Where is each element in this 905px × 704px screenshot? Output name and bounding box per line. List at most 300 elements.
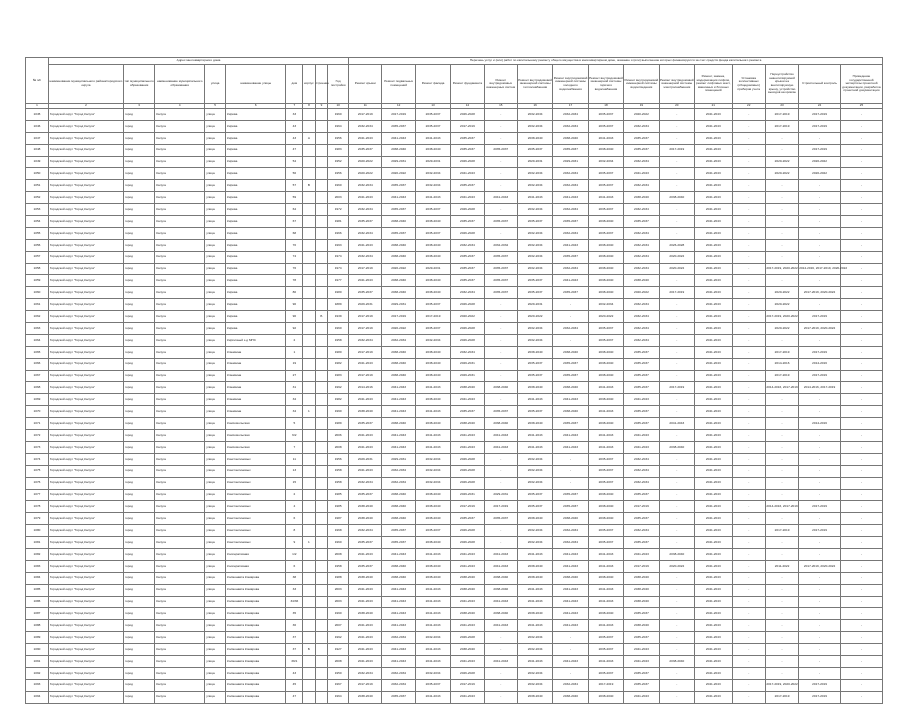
work-period-cell: - <box>553 667 588 679</box>
work-period-cell: - <box>732 453 765 465</box>
table-row <box>26 275 883 287</box>
work-period-cell: - <box>840 334 882 346</box>
work-period-cell: - <box>659 370 694 382</box>
table-row <box>26 239 883 251</box>
work-period-cell: 2041-2043 <box>553 560 588 572</box>
work-period-cell: 2032-2034 <box>624 263 659 275</box>
work-period-cell: 2041-2043 <box>451 192 484 204</box>
work-period-cell: 2038-2040 <box>588 216 623 228</box>
work-period-cell: 2032-2034 <box>624 299 659 311</box>
work-period-cell: 2020-2022 <box>659 251 694 263</box>
korpus-cell <box>303 275 316 287</box>
district-cell: Городской округ "Город Калуга" <box>48 180 123 192</box>
row-number: 1086 <box>26 596 49 608</box>
work-period-cell: 2032-2034 <box>517 334 552 346</box>
stroenie-cell <box>315 299 328 311</box>
work-period-cell: - <box>659 204 694 216</box>
work-period-cell: 2038-2040 <box>382 239 415 251</box>
street-type-cell: улица <box>205 608 226 620</box>
work-period-cell: - <box>659 584 694 596</box>
work-period-cell: 2041-2043 <box>695 370 733 382</box>
stroenie-cell <box>315 465 328 477</box>
work-period-cell: 2020-2022 <box>765 156 798 168</box>
korpus-cell <box>303 679 316 691</box>
work-period-cell: 2032-2034 <box>349 227 382 239</box>
work-period-cell: - <box>765 632 798 644</box>
column-number: 4 <box>155 104 205 109</box>
work-period-cell: 2041-2043 <box>382 441 415 453</box>
work-period-cell: 2032-2034 <box>415 632 450 644</box>
col-house-header: дом <box>286 65 303 104</box>
work-period-cell: - <box>659 644 694 656</box>
row-number: 1078 <box>26 501 49 513</box>
col-mo-type-header: тип муниципального образования <box>123 65 154 104</box>
work-period-cell: 2035-2037 <box>624 667 659 679</box>
column-number: 7 <box>286 104 303 109</box>
work-period-cell: - <box>840 537 882 549</box>
stroenie-cell <box>315 287 328 299</box>
work-period-cell: - <box>732 537 765 549</box>
row-number: 1060 <box>26 287 49 299</box>
year-cell: 1992 <box>328 632 349 644</box>
work-period-cell: 2020-2022 <box>765 323 798 335</box>
work-period-cell: 2041-2043 <box>382 430 415 442</box>
table-row <box>26 180 883 192</box>
work-period-cell: - <box>840 477 882 489</box>
work-period-cell: - <box>840 596 882 608</box>
work-period-cell: - <box>732 311 765 323</box>
work-period-cell: 2032-2034 <box>553 537 588 549</box>
work-period-cell: 2017-2019 <box>415 311 450 323</box>
work-period-cell: 2038-2040 <box>415 501 450 513</box>
stroenie-cell <box>315 477 328 489</box>
mo-type-cell: город <box>123 311 154 323</box>
work-period-cell: 2032-2034 <box>517 168 552 180</box>
work-period-cell: - <box>799 537 841 549</box>
korpus-cell <box>303 501 316 513</box>
work-period-cell: - <box>765 430 798 442</box>
work-period-cell: 2032-2034 <box>349 477 382 489</box>
work-period-cell: 2041-2043 <box>484 548 517 560</box>
work-period-cell: 2029-2031 <box>451 370 484 382</box>
work-period-cell: - <box>765 216 798 228</box>
work-period-cell: 2041-2043 <box>695 477 733 489</box>
column-number: 8 <box>303 104 316 109</box>
mo-name-cell: Калуга <box>155 323 205 335</box>
district-cell: Городской округ "Город Калуга" <box>48 144 123 156</box>
work-period-cell: 2038-2040 <box>415 346 450 358</box>
work-period-cell: - <box>732 489 765 501</box>
work-period-cell: - <box>799 584 841 596</box>
district-cell: Городской округ "Город Калуга" <box>48 620 123 632</box>
work-period-cell: 2038-2040 <box>415 275 450 287</box>
mo-type-cell: город <box>123 394 154 406</box>
house-cell: 19 <box>286 358 303 370</box>
work-period-cell: 2038-2040 <box>553 513 588 525</box>
stroenie-cell <box>315 513 328 525</box>
street-type-cell: улица <box>205 477 226 489</box>
mo-name-cell: Калуга <box>155 537 205 549</box>
table-row <box>26 548 883 560</box>
house-cell: 35 <box>286 608 303 620</box>
work-period-cell: 2038-2040 <box>553 382 588 394</box>
work-period-cell: - <box>799 667 841 679</box>
korpus-cell <box>303 620 316 632</box>
work-period-cell: - <box>765 406 798 418</box>
year-cell: 1977 <box>328 275 349 287</box>
work-period-cell: 2032-2034 <box>517 477 552 489</box>
work-period-cell: - <box>732 204 765 216</box>
work-period-cell: - <box>765 418 798 430</box>
work-period-cell: 2032-2034 <box>624 120 659 132</box>
house-cell: 34 <box>286 394 303 406</box>
work-period-cell: 2032-2034 <box>415 477 450 489</box>
work-period-cell: - <box>765 584 798 596</box>
mo-type-cell: город <box>123 334 154 346</box>
work-period-cell: - <box>659 311 694 323</box>
col-foundation-header: Ремонт фундамента <box>451 65 484 104</box>
table-row <box>26 489 883 501</box>
stroenie-cell <box>315 608 328 620</box>
work-period-cell: 2038-2040 <box>588 418 623 430</box>
work-period-cell: 2035-2037 <box>624 132 659 144</box>
work-period-cell: - <box>840 132 882 144</box>
work-period-cell: 2017-2019 <box>765 691 798 703</box>
work-period-cell: 2017-2019 <box>799 525 841 537</box>
work-period-cell: 2017-2019 <box>799 144 841 156</box>
korpus-cell <box>303 548 316 560</box>
stroenie-cell <box>315 406 328 418</box>
mo-name-cell: Калуга <box>155 370 205 382</box>
work-period-cell: 2029-2031 <box>415 156 450 168</box>
work-period-cell: 2041-2043 <box>415 608 450 620</box>
work-period-cell: - <box>765 180 798 192</box>
table-row <box>26 370 883 382</box>
street-type-cell: улица <box>205 168 226 180</box>
work-period-cell: 2038-2040 <box>382 251 415 263</box>
work-period-cell: 2038-2040 <box>517 132 552 144</box>
stroenie-cell <box>315 275 328 287</box>
house-cell: 37 <box>286 632 303 644</box>
stroenie-cell <box>315 632 328 644</box>
year-cell: 1980 <box>328 346 349 358</box>
column-number: 1 <box>26 104 49 109</box>
work-period-cell: 2041-2043 <box>382 548 415 560</box>
work-period-cell: 2038-2040 <box>659 192 694 204</box>
mo-name-cell: Калуга <box>155 239 205 251</box>
work-period-cell: 2035-2037 <box>588 453 623 465</box>
work-period-cell: 2032-2034 <box>382 679 415 691</box>
year-cell: 1990 <box>328 406 349 418</box>
work-period-cell: 2035-2037 <box>517 406 552 418</box>
work-period-cell: 2038-2040 <box>517 346 552 358</box>
table-row <box>26 109 883 121</box>
work-period-cell: - <box>799 132 841 144</box>
work-period-cell: 2032-2034 <box>624 239 659 251</box>
work-period-cell: 2038-2040 <box>588 144 623 156</box>
work-period-cell: 2038-2040 <box>553 132 588 144</box>
work-period-cell: - <box>732 109 765 121</box>
street-name-cell: Константиновых <box>226 525 286 537</box>
work-period-cell: - <box>799 632 841 644</box>
work-period-cell: 2035-2037 <box>624 679 659 691</box>
street-name-cell: Кирова <box>226 109 286 121</box>
work-period-cell: 2041-2043 <box>517 441 552 453</box>
work-period-cell: 2032-2034 <box>553 263 588 275</box>
stroenie-cell <box>315 382 328 394</box>
year-cell: 1985 <box>328 501 349 513</box>
district-cell: Городской округ "Город Калуга" <box>48 632 123 644</box>
work-period-cell: 2041-2043 <box>695 120 733 132</box>
col-electric-header: Ремонт внутридомовой инженерной системы электроснабжения <box>659 65 694 104</box>
work-period-cell: 2041-2043 <box>553 596 588 608</box>
table-row <box>26 334 883 346</box>
district-cell: Городской округ "Город Калуга" <box>48 370 123 382</box>
column-number: 25 <box>840 104 882 109</box>
street-name-cell: Кирова <box>226 144 286 156</box>
work-period-cell: 2041-2043 <box>553 275 588 287</box>
house-cell: 1 <box>286 346 303 358</box>
row-number: 1065 <box>26 346 49 358</box>
district-cell: Городской округ "Город Калуга" <box>48 299 123 311</box>
work-period-cell: 2041-2043 <box>415 596 450 608</box>
row-number: 1057 <box>26 251 49 263</box>
work-period-cell: 2014-2016, 2017-2019 <box>765 382 798 394</box>
district-cell: Городской округ "Город Калуга" <box>48 418 123 430</box>
work-period-cell: 2032-2034 <box>553 323 588 335</box>
work-period-cell: 2017-2019 <box>484 501 517 513</box>
street-type-cell: улица <box>205 227 226 239</box>
work-period-cell: 2041-2043 <box>349 441 382 453</box>
year-cell: 2007 <box>328 620 349 632</box>
korpus-cell <box>303 477 316 489</box>
street-name-cell: Константиновых <box>226 489 286 501</box>
work-period-cell: 2038-2040 <box>517 382 552 394</box>
work-period-cell: - <box>484 168 517 180</box>
work-period-cell: - <box>765 394 798 406</box>
mo-name-cell: Калуга <box>155 216 205 228</box>
work-period-cell: - <box>659 394 694 406</box>
work-period-cell: 2032-2034 <box>553 227 588 239</box>
table-row <box>26 667 883 679</box>
mo-type-cell: город <box>123 144 154 156</box>
mo-name-cell: Калуга <box>155 311 205 323</box>
korpus-cell <box>303 632 316 644</box>
work-period-cell: - <box>799 216 841 228</box>
house-cell: 5 <box>286 418 303 430</box>
work-period-cell: - <box>553 465 588 477</box>
korpus-cell <box>303 370 316 382</box>
work-period-cell: 2041-2043 <box>695 430 733 442</box>
district-cell: Городской округ "Город Калуга" <box>48 263 123 275</box>
work-period-cell: 2035-2037 <box>553 489 588 501</box>
work-period-cell: 2029-2031 <box>484 489 517 501</box>
district-cell: Городской округ "Город Калуга" <box>48 548 123 560</box>
work-period-cell: - <box>732 584 765 596</box>
street-type-cell: улица <box>205 465 226 477</box>
house-cell: 45 <box>286 679 303 691</box>
work-period-cell: 2041-2043 <box>415 192 450 204</box>
row-number: 1045 <box>26 109 49 121</box>
work-period-cell: - <box>484 311 517 323</box>
work-period-cell: 2038-2040 <box>588 572 623 584</box>
work-period-cell: 2032-2034 <box>451 346 484 358</box>
work-period-cell: 2041-2043 <box>349 644 382 656</box>
work-period-cell: 2035-2037 <box>349 418 382 430</box>
work-period-cell: 2017-2019 <box>349 346 382 358</box>
work-period-cell: 2041-2043 <box>695 239 733 251</box>
street-name-cell: Космонавта Комарова <box>226 608 286 620</box>
work-period-cell: - <box>799 192 841 204</box>
work-period-cell: 2020-2022 <box>765 168 798 180</box>
work-period-cell: 2035-2037 <box>553 358 588 370</box>
work-period-cell: 2038-2040 <box>588 691 623 703</box>
korpus-cell <box>303 239 316 251</box>
work-period-cell: 2017-2019 <box>765 120 798 132</box>
street-type-cell: улица <box>205 132 226 144</box>
work-period-cell: 2026-2028 <box>451 323 484 335</box>
year-cell: 2008 <box>328 655 349 667</box>
district-cell: Городской округ "Город Калуга" <box>48 667 123 679</box>
work-period-cell: 2041-2043 <box>695 548 733 560</box>
street-type-cell: улица <box>205 418 226 430</box>
street-type-cell: улица <box>205 323 226 335</box>
col-roof-header: Ремонт крыши <box>349 65 382 104</box>
work-period-cell: 2041-2043 <box>553 620 588 632</box>
work-period-cell: 2041-2043 <box>415 620 450 632</box>
year-cell: 1956 <box>328 453 349 465</box>
work-period-cell: 2035-2037 <box>484 144 517 156</box>
house-cell: 13 <box>286 465 303 477</box>
work-period-cell: 2041-2043 <box>695 192 733 204</box>
stroenie-cell <box>315 537 328 549</box>
work-period-cell: - <box>840 323 882 335</box>
work-period-cell: - <box>659 430 694 442</box>
work-period-cell: 2041-2043 <box>484 620 517 632</box>
work-period-cell: 2041-2043 <box>349 655 382 667</box>
work-period-cell: 2035-2037 <box>349 489 382 501</box>
work-period-cell: - <box>732 323 765 335</box>
work-period-cell: 2035-2037 <box>624 418 659 430</box>
work-period-cell: 2041-2043 <box>451 560 484 572</box>
work-period-cell: - <box>732 501 765 513</box>
work-period-cell: - <box>765 334 798 346</box>
row-number: 1069 <box>26 394 49 406</box>
table-row <box>26 144 883 156</box>
work-period-cell: 2041-2043 <box>415 441 450 453</box>
column-number: 2 <box>48 104 123 109</box>
work-period-cell: 2041-2043 <box>624 644 659 656</box>
work-period-cell: 2041-2043 <box>695 691 733 703</box>
work-period-cell: 2041-2043 <box>382 644 415 656</box>
year-cell: 2008 <box>328 548 349 560</box>
year-cell: 1980 <box>328 287 349 299</box>
street-type-cell: улица <box>205 513 226 525</box>
work-period-cell: 2035-2037 <box>588 109 623 121</box>
work-period-cell: 2035-2037 <box>553 287 588 299</box>
mo-type-cell: город <box>123 525 154 537</box>
work-period-cell: 2032-2034 <box>517 109 552 121</box>
column-number: 15 <box>484 104 517 109</box>
street-type-cell: улица <box>205 334 226 346</box>
stroenie-cell <box>315 489 328 501</box>
work-period-cell: 2041-2043 <box>517 394 552 406</box>
work-period-cell: - <box>484 299 517 311</box>
work-period-cell: 2017-2019 <box>451 120 484 132</box>
work-period-cell: 2017-2019, 2020-2022 <box>765 679 798 691</box>
work-period-cell: - <box>732 477 765 489</box>
work-period-cell: 2041-2043 <box>695 453 733 465</box>
work-period-cell: - <box>484 370 517 382</box>
col-water-cold-header: Ремонт внутридомовой инженерной системы холодного водоснабжения <box>553 65 588 104</box>
work-period-cell: 2038-2040 <box>553 346 588 358</box>
work-period-cell: - <box>484 180 517 192</box>
row-number: 1051 <box>26 180 49 192</box>
street-type-cell: улица <box>205 572 226 584</box>
street-name-cell: Кирова <box>226 132 286 144</box>
mo-name-cell: Калуга <box>155 346 205 358</box>
col-stroenie-header: строение <box>315 65 328 104</box>
work-period-cell: 2017-2019 <box>349 311 382 323</box>
stroenie-cell <box>315 251 328 263</box>
work-period-cell: 2041-2043 <box>695 632 733 644</box>
district-cell: Городской округ "Город Калуга" <box>48 453 123 465</box>
district-cell: Городской округ "Город Калуга" <box>48 560 123 572</box>
work-period-cell: 2020-2022 <box>624 287 659 299</box>
table-row <box>26 394 883 406</box>
work-period-cell: 2038-2040 <box>349 608 382 620</box>
house-cell: 8 <box>286 525 303 537</box>
work-period-cell: 2035-2037 <box>415 679 450 691</box>
work-period-cell: 2038-2040 <box>588 346 623 358</box>
year-cell: 1964 <box>328 691 349 703</box>
row-number: 1052 <box>26 192 49 204</box>
work-period-cell: 2032-2034 <box>588 299 623 311</box>
mo-type-cell: город <box>123 239 154 251</box>
mo-name-cell: Калуга <box>155 168 205 180</box>
row-number: 1087 <box>26 608 49 620</box>
work-period-cell: - <box>840 560 882 572</box>
work-period-cell: - <box>799 453 841 465</box>
work-period-cell: - <box>765 513 798 525</box>
work-period-cell: 2026-2028 <box>451 465 484 477</box>
work-period-cell: 2041-2043 <box>588 430 623 442</box>
work-period-cell: 2032-2034 <box>415 453 450 465</box>
work-period-cell: 2041-2043 <box>695 655 733 667</box>
korpus-cell <box>303 156 316 168</box>
mo-type-cell: город <box>123 548 154 560</box>
street-name-cell: Кирова <box>226 323 286 335</box>
work-period-cell: 2014-2016 <box>799 418 841 430</box>
korpus-cell <box>303 394 316 406</box>
work-period-cell: 2020-2022 <box>659 560 694 572</box>
house-cell: 54 <box>286 156 303 168</box>
year-cell: 1927 <box>328 644 349 656</box>
work-period-cell: 2014-2016, 2017-2019, 2020-2022 <box>799 263 841 275</box>
work-period-cell: - <box>659 156 694 168</box>
stroenie-cell <box>315 501 328 513</box>
house-cell: 47 <box>286 144 303 156</box>
work-period-cell: 2041-2043 <box>588 132 623 144</box>
work-period-cell: 2017-2019 <box>382 311 415 323</box>
house-cell: 6 <box>286 513 303 525</box>
work-period-cell: - <box>799 406 841 418</box>
work-period-cell: - <box>553 632 588 644</box>
col-sewer-header: Ремонт внутридомовой инженерной системы водоотведения <box>624 65 659 104</box>
work-period-cell: 2038-2040 <box>415 144 450 156</box>
work-period-cell: 2041-2043 <box>659 418 694 430</box>
work-period-cell: 2038-2040 <box>415 513 450 525</box>
